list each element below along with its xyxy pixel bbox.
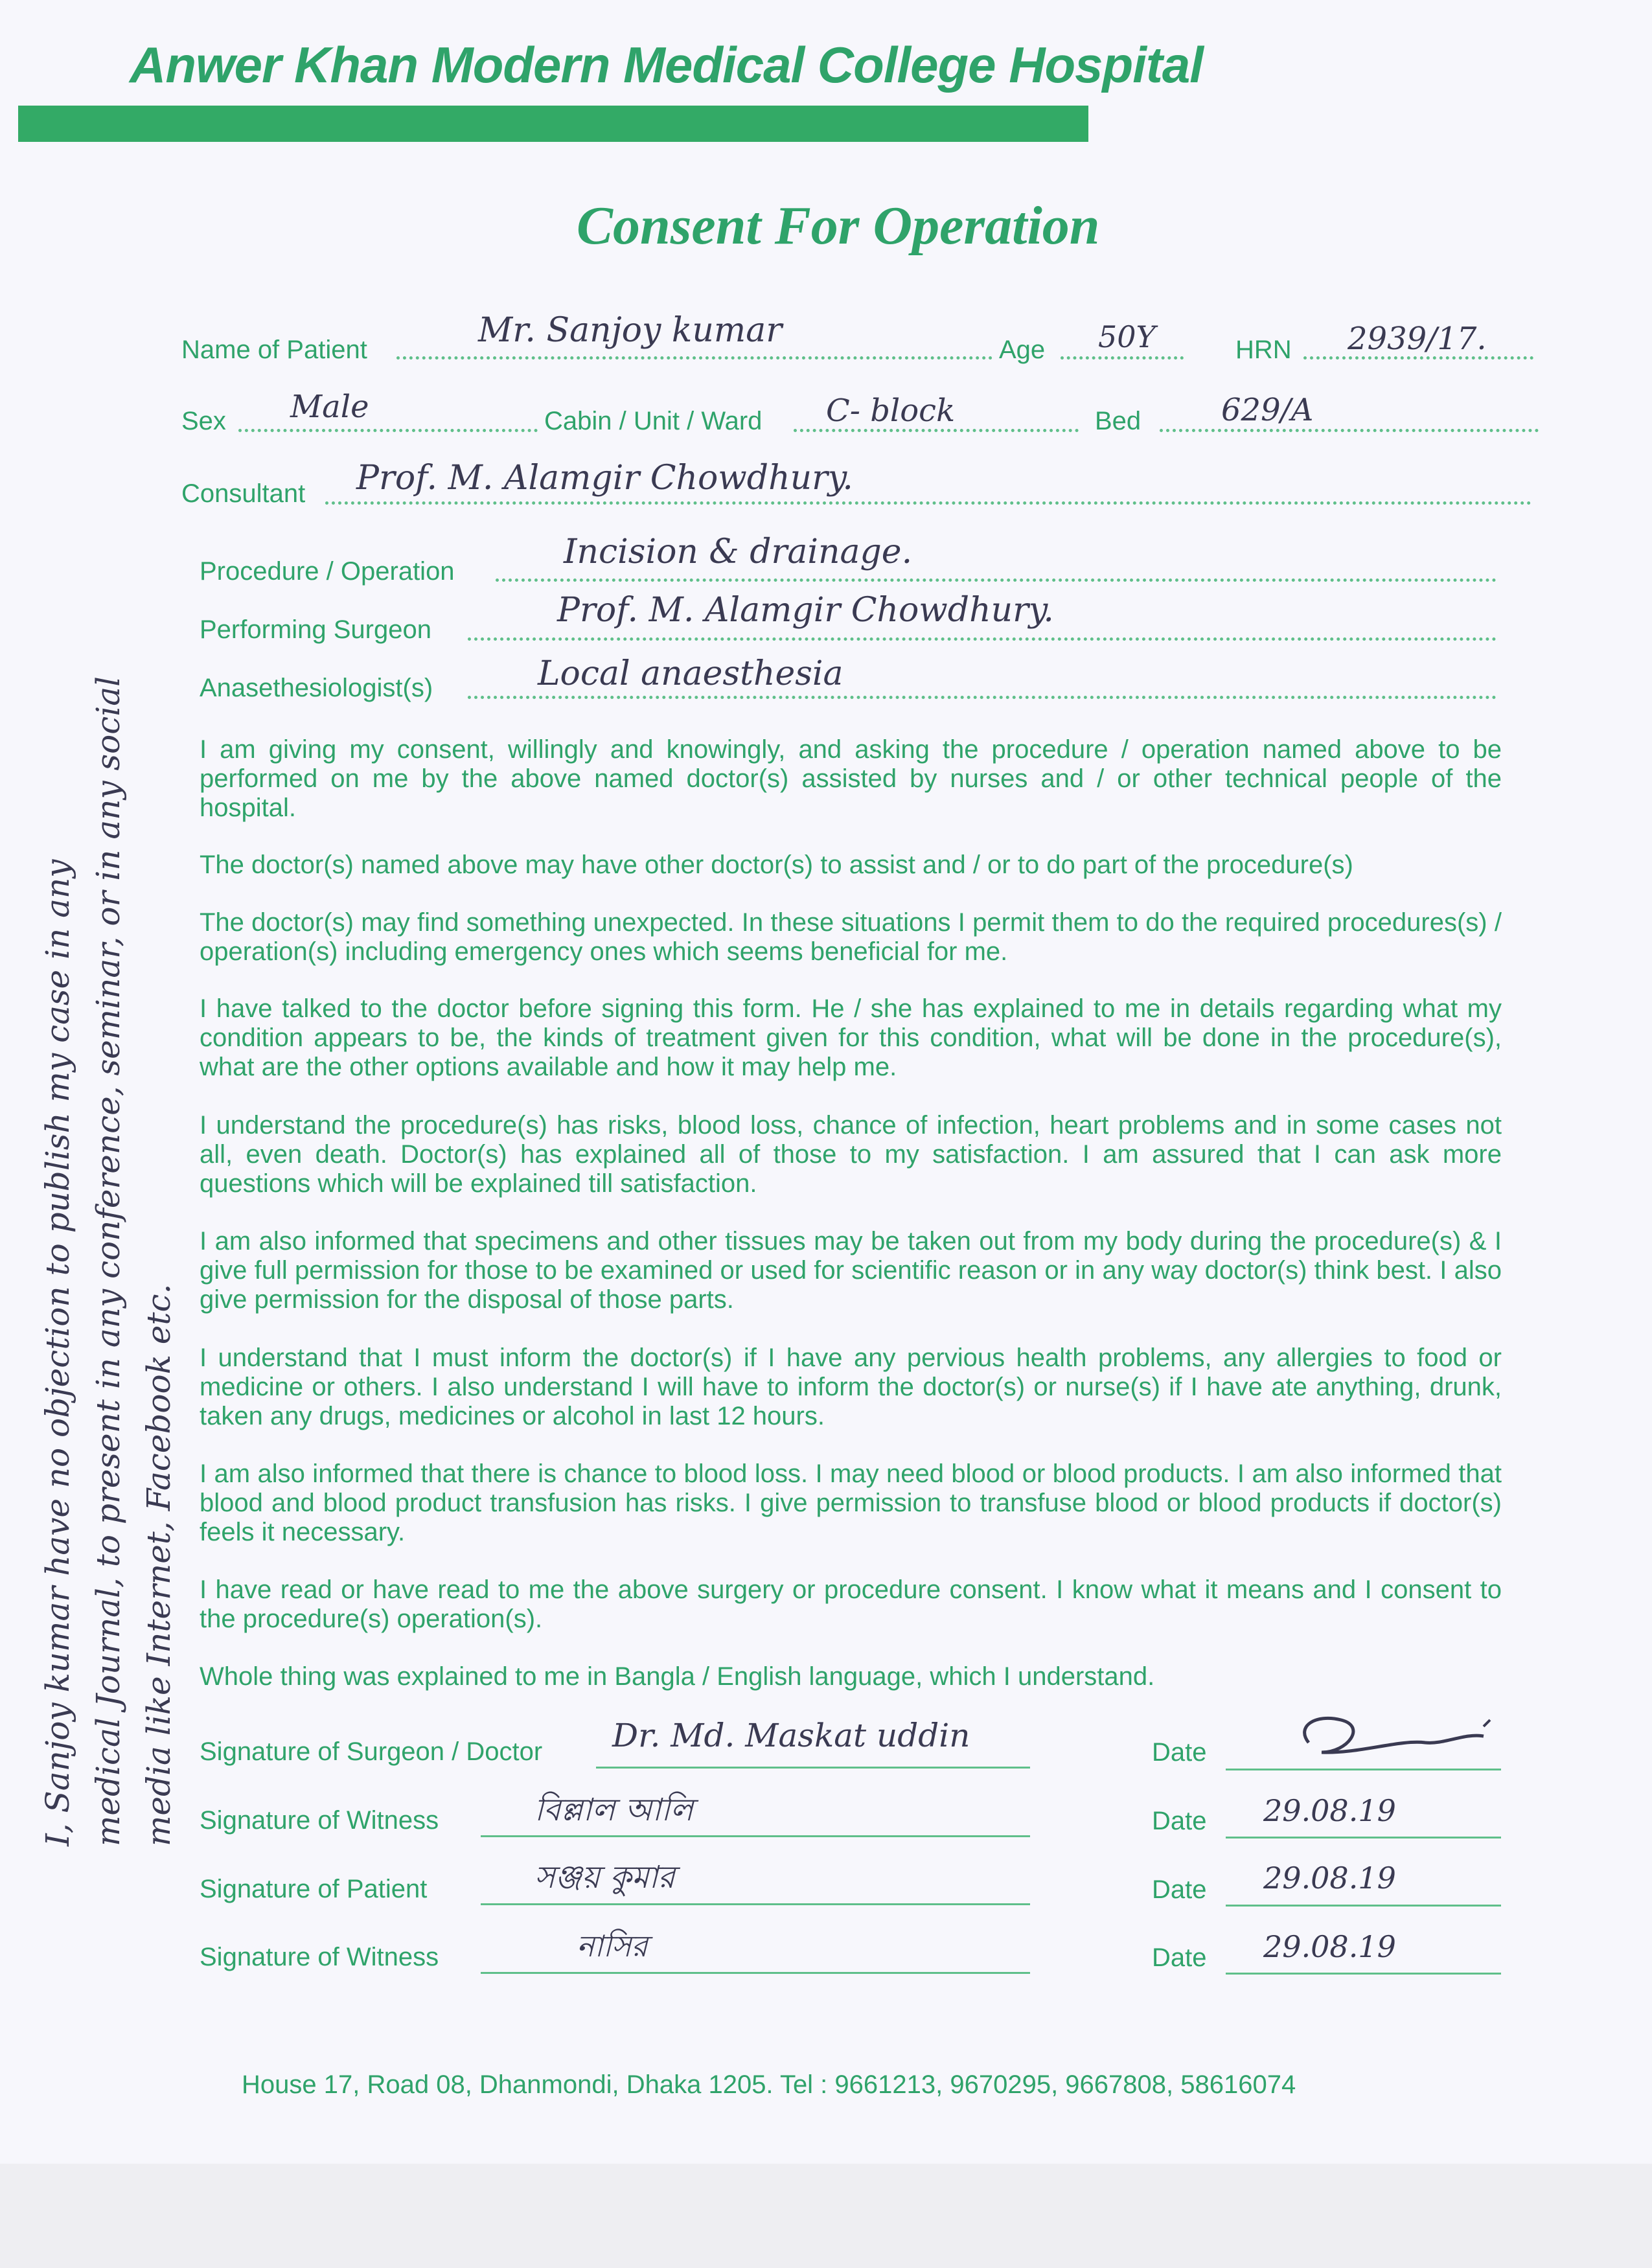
form-title: Consent For Operation [577, 196, 1100, 256]
witness1-date-value: 29.08.19 [1263, 1793, 1396, 1828]
side-note-line-3: media like Internet, Facebook etc. [140, 1283, 178, 1846]
witness2-signature-value: নাসির [577, 1929, 648, 1964]
consent-paragraph-4: I have talked to the doctor before signing this form. He / she has explained to me in details regarding what my condition appears to be, the kinds of treatment given for this condition, what will be done in the procedure(s), what are the other options available and how it may help me. [200, 994, 1502, 1081]
ward-label: Cabin / Unit / Ward [544, 407, 763, 435]
consent-paragraph-10: Whole thing was explained to me in Bangla / English language, which I understand. [200, 1662, 1155, 1691]
consent-paragraph-8: I am also informed that there is chance to blood loss. I may need blood or blood products. I am also informed that blood and blood product transfusion has risks. I give permission to transfuse blood or blood products if doctor(s) feels it necessary. [200, 1460, 1502, 1546]
hrn-label: HRN [1235, 336, 1292, 364]
witness2-date-value: 29.08.19 [1263, 1929, 1396, 1964]
patient-signature-value: সঞ্জয় কুমার [534, 1859, 675, 1896]
patient-date-value: 29.08.19 [1263, 1861, 1396, 1896]
witness2-date-line [1226, 1973, 1501, 1975]
consent-paragraph-6: I am also informed that specimens and other tissues may be taken out from my body during the procedure(s) & I give full permission for those to be examined or used for scientific reason or in any way doctor(s) think best. I also give permission for the disposal of those parts. [200, 1227, 1502, 1314]
consultant-line [325, 501, 1532, 505]
surgeon-value: Prof. M. Alamgir Chowdhury. [557, 591, 1054, 630]
sex-label: Sex [181, 407, 226, 435]
hospital-name: Anwer Khan Modern Medical College Hospital [130, 36, 1203, 93]
consent-paragraph-1: I am giving my consent, willingly and knowingly, and asking the procedure / operation named above to be performed on me by the above named doctor(s) assisted by nurses and / or other technical people of the hospital. [200, 735, 1502, 822]
surgeon-date-line [1226, 1769, 1501, 1770]
consent-paragraph-5: I understand the procedure(s) has risks, blood loss, chance of infection, heart problems and in some cases not all, even death. Doctor(s) has explained all of those to my satisfaction. I am assured that I can ask more questions which will be explained till satisfaction. [200, 1111, 1502, 1198]
surgeon-signature-line [596, 1767, 1030, 1769]
surgeon-signature-label: Signature of Surgeon / Doctor [200, 1737, 543, 1766]
witness2-signature-label: Signature of Witness [200, 1943, 439, 1971]
procedure-value: Incision & drainage. [564, 533, 913, 571]
procedure-line [496, 578, 1497, 582]
anaesthesiologist-value: Local anaesthesia [538, 654, 843, 693]
surgeon-label: Performing Surgeon [200, 615, 431, 644]
consultant-value: Prof. M. Alamgir Chowdhury. [356, 459, 853, 498]
patient-signature-label: Signature of Patient [200, 1875, 428, 1903]
patient-name-line [396, 356, 992, 360]
hrn-value: 2939/17. [1348, 321, 1487, 357]
handwritten-publication-consent-note [32, 421, 184, 1846]
surgeon-date-label: Date [1152, 1738, 1207, 1767]
witness2-date-label: Date [1152, 1943, 1207, 1972]
anaesthesiologist-line [468, 696, 1497, 699]
patient-date-line [1226, 1905, 1501, 1907]
side-note-line-1: I, Sanjoy kumar have no objection to publish my case in any [39, 859, 76, 1846]
witness1-signature-value: বিল্লাল আলি [534, 1792, 694, 1828]
patient-name-label: Name of Patient [181, 336, 367, 364]
procedure-label: Procedure / Operation [200, 557, 455, 586]
consent-paragraph-9: I have read or have read to me the above surgery or procedure consent. I know what it means and I consent to the procedure(s) operation(s). [200, 1575, 1502, 1633]
header-bar [18, 106, 1088, 142]
consent-paragraph-3: The doctor(s) may find something unexpected. In these situations I permit them to do the required procedures(s) / operation(s) including emergency ones which seems beneficial for me. [200, 908, 1502, 966]
witness1-date-line [1226, 1837, 1501, 1838]
patient-name-value: Mr. Sanjoy kumar [478, 311, 783, 350]
consent-paragraph-2: The doctor(s) named above may have other doctor(s) to assist and / or to do part of the procedure(s) [200, 851, 1353, 879]
sex-line [238, 429, 538, 432]
consent-paragraph-7: I understand that I must inform the doctor(s) if I have any pervious health problems, any allergies to food or medicine or others. I also understand I will have to inform the doctor(s) or nurse(s) if I have ate anything, drunk, taken any drugs, medicines or alcohol in last 12 hours. [200, 1344, 1502, 1430]
age-line [1061, 356, 1184, 360]
surgeon-signature-value: Dr. Md. Maskat uddin [612, 1717, 970, 1754]
page-bottom-margin [0, 2164, 1652, 2268]
anaesthesiologist-label: Anasethesiologist(s) [200, 674, 433, 702]
side-note-line-2: medical Journal, to present in any conference, seminar, or in any social [89, 676, 127, 1846]
sex-value: Male [290, 389, 369, 425]
age-label: Age [999, 336, 1046, 364]
surgeon-initials-signature [1270, 1707, 1516, 1765]
bed-line [1160, 429, 1539, 432]
bed-value: 629/A [1221, 392, 1314, 428]
footer-address: House 17, Road 08, Dhanmondi, Dhaka 1205. Tel : 9661213, 9670295, 9667808, 58616074 [242, 2070, 1296, 2099]
patient-date-label: Date [1152, 1875, 1207, 1904]
consultant-label: Consultant [181, 479, 306, 508]
witness1-signature-label: Signature of Witness [200, 1806, 439, 1835]
surgeon-line [468, 637, 1497, 641]
bed-label: Bed [1095, 407, 1141, 435]
ward-value: C- block [826, 393, 956, 429]
witness1-date-label: Date [1152, 1807, 1207, 1835]
witness2-signature-line [481, 1972, 1030, 1974]
ward-line [794, 429, 1079, 432]
age-value: 50Y [1098, 319, 1156, 354]
